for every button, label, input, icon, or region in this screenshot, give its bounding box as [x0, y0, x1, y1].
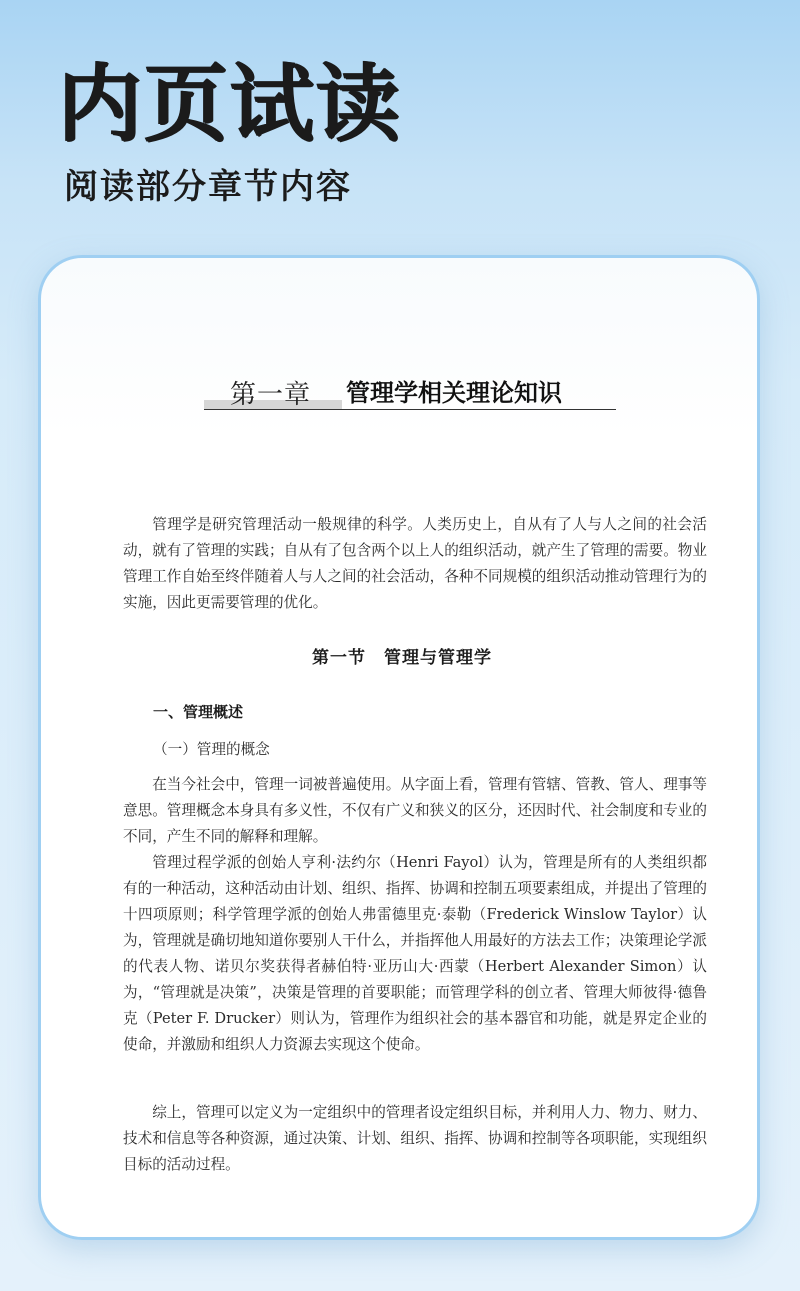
section-title: 第一节 管理与管理学	[312, 648, 492, 668]
intro-paragraph: 管理学是研究管理活动一般规律的科学。人类历史上，自从有了人与人之间的社会活动，就有了管理的实践；自从有了包含两个以上人的组织活动，就产生了管理的需要。物业管理工作自始至终伴随着人与人之间的社会活动，各种不同规模的组织活动推动管理行为的实施，因此更需要管理的优化。	[123, 516, 707, 611]
heading-level-2: （一）管理的概念	[153, 741, 270, 758]
page-preview-card	[38, 255, 760, 1240]
body-paragraph-3: 综上，管理可以定义为一定组织中的管理者设定组织目标，并利用人力、物力、财力、技术和信息等各种资源，通过决策、计划、组织、指挥、协调和控制等各项职能，实现组织目标的活动过程。	[123, 1104, 707, 1173]
chapter-number: 第一章	[230, 380, 312, 410]
chapter-title: 管理学相关理论知识	[346, 379, 562, 407]
heading-level-1: 一、管理概述	[153, 703, 244, 721]
body-paragraph-1: 在当今社会中，管理一词被普遍使用。从字面上看，管理有管辖、管教、管人、理事等意思。管理概念本身具有多义性，不仅有广义和狭义的区分，还因时代、社会制度和专业的不同，产生不同的解释和理解。	[123, 776, 707, 845]
banner-title: 内页试读	[58, 55, 403, 153]
body-paragraph-2: 管理过程学派的创始人亨利·法约尔（Henri Fayol）认为，管理是所有的人类组织都有的一种活动，这种活动由计划、组织、指挥、协调和控制五项要素组成，并提出了管理的十四项原则；科学管理学派的创始人弗雷德里克·泰勒（Frederick Winslow Taylor）认为，管理就是确切地知道你要别人干什么，并指挥他人用最好的方法去工作；决策理论学派的代表人物、诺贝尔奖获得者赫伯特·亚历山大·西蒙（Herbert Alexander Simon）认为，“管理就是决策”，决策是管理的首要职能；而管理学科的创立者、管理大师彼得·德鲁克（Peter F. Drucker）则认为，管理作为组织社会的基本器官和功能，就是界定企业的使命，并激励和组织人力资源去实现这个使命。	[123, 854, 707, 1053]
banner-subtitle: 阅读部分章节内容	[64, 167, 352, 207]
chapter-header	[204, 370, 616, 412]
